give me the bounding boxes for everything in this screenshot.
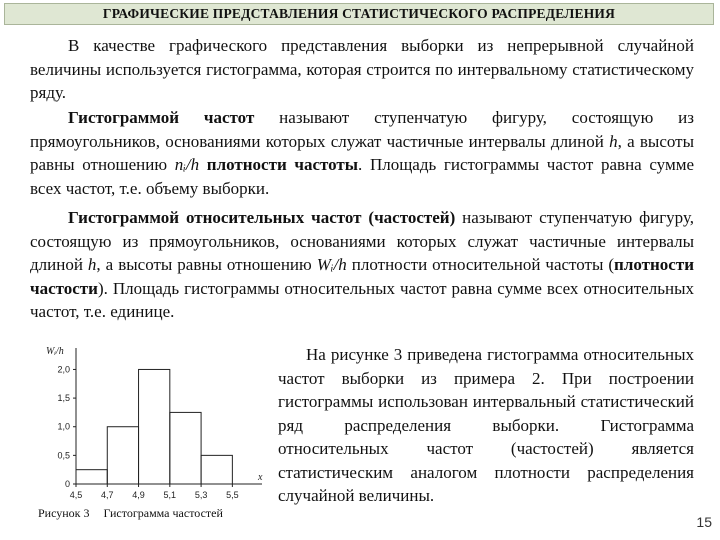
page-title: ГРАФИЧЕСКИЕ ПРЕДСТАВЛЕНИЯ СТАТИСТИЧЕСКОГО РАСПРЕДЕЛЕНИЯ [4, 3, 714, 25]
right-text-s1: На рисунке 3 приведена гистограмма относительных частот выборки из примера 2. При построении гистограммы использован интервальный статистический ряд распределения выборки. [278, 345, 694, 435]
y-tick-label: 0 [64, 479, 70, 489]
x-tick-label: 5,1 [163, 490, 177, 500]
figure-caption [38, 506, 278, 521]
term-frequency-density: плотности частоты [206, 155, 359, 174]
y-tick-label: 0,5 [57, 450, 70, 461]
p2-text2: , а высоты равны отношению [30, 131, 695, 174]
histogram-bar [76, 470, 107, 484]
y-tick-label: 1,5 [57, 393, 70, 404]
caption-label: Рисунок 3 [38, 506, 90, 520]
x-tick-label: 4,5 [69, 490, 83, 500]
paragraph-relative-histogram [30, 206, 694, 324]
x-tick-label: 4,9 [132, 490, 145, 500]
y-tick-label: 2,0 [57, 364, 70, 375]
p2-text4: . Площадь гистограммы частот равна сумме всех частот, т.е. объему выборки. [30, 155, 695, 198]
paragraph-intro: В качестве графического представления выборки из непрерывной случайной величины используется гистограмма, которая строится по интервальному статистическому ряду. [30, 36, 694, 102]
p3-text2: , а высоты равны отношению [96, 255, 317, 274]
x-tick-label: 4,7 [101, 490, 114, 500]
p3-formula: Wᵢ/h [316, 255, 347, 274]
histogram-bar [139, 369, 170, 484]
term-relative-density: плотности частости [30, 255, 694, 298]
p2-formula: nᵢ/h [174, 155, 200, 174]
p3-text1: называют ступенчатую фигуру, состоящую из прямоугольников, основаниями которых служат частичные интервалы длиной [30, 208, 694, 274]
p2-h: h [609, 131, 618, 151]
p3-text4: ). Площадь гистограммы относительных частот равна сумме всех относительных частот, т.е. единице. [30, 278, 694, 321]
p2-text1: называют ступенчатую фигуру, состоящую из прямоугольников, основаниями которых служат частичные интервалы длиной [30, 108, 694, 151]
histogram-chart [30, 340, 270, 526]
right-text-s2: Гистограмма относительных частот (частостей) является статистическим аналогом плотности распределения случайной величины. [278, 415, 694, 505]
p3-h: h [87, 255, 97, 274]
paragraph-figure-description [278, 343, 694, 508]
page-number: 15 [696, 514, 712, 530]
y-tick-label: 1,0 [57, 421, 70, 432]
term-relative-histogram: Гистограммой относительных частот (частостей) [68, 208, 456, 227]
x-tick-label: 5,3 [194, 490, 208, 500]
histogram-bar [170, 412, 201, 484]
histogram-bar [107, 427, 138, 484]
histogram-bar [201, 455, 232, 484]
caption-text: Гистограмма частостей [103, 506, 223, 520]
term-frequency-histogram: Гистограммой частот [68, 108, 255, 127]
paragraph-frequency-histogram [30, 106, 694, 200]
p2-text3 [199, 155, 207, 174]
y-axis-label: Wᵢ/h [46, 346, 64, 357]
x-tick-label: 5,5 [226, 490, 239, 500]
p3-text3: плотности относительной частоты ( [346, 255, 615, 274]
x-axis-label: x [258, 472, 263, 483]
